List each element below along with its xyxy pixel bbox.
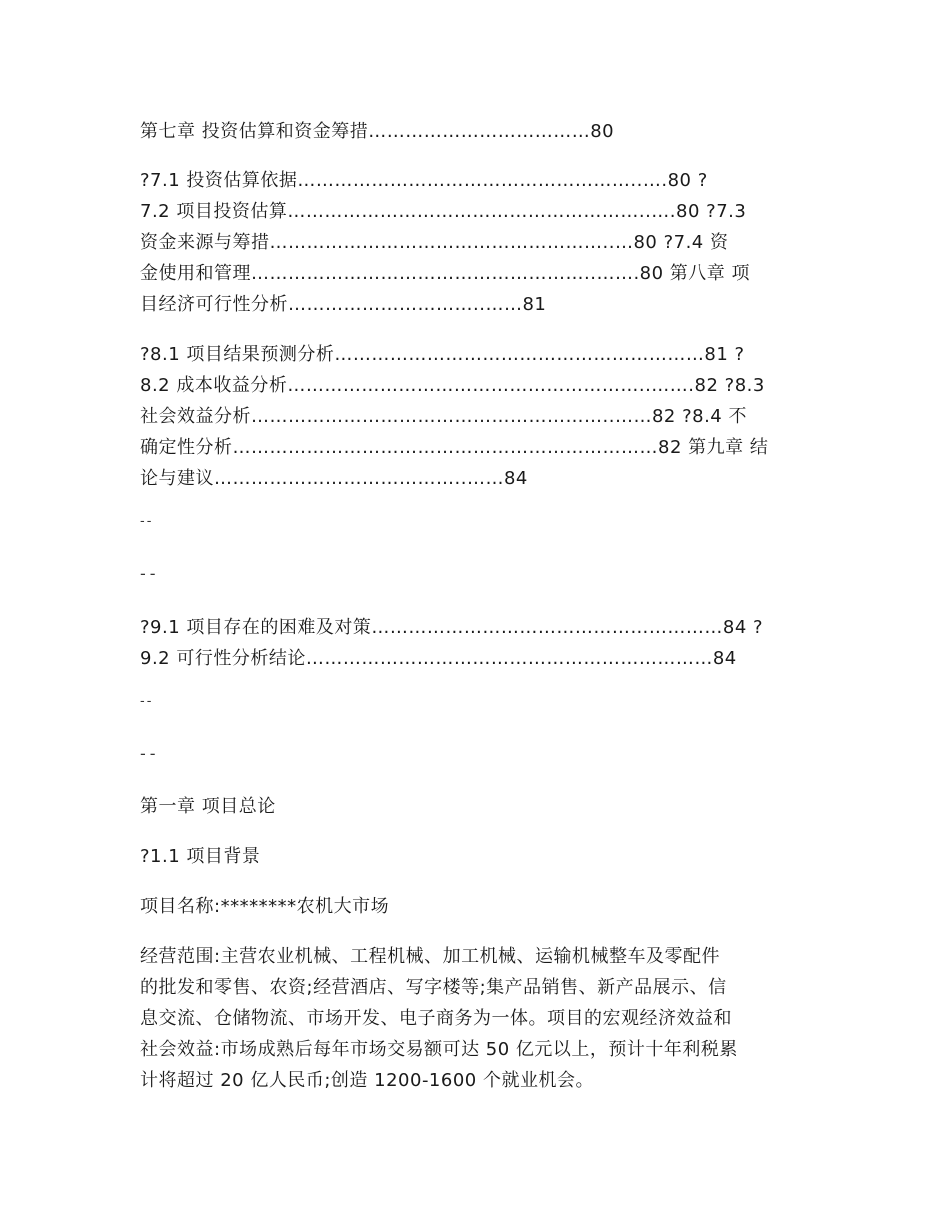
toc-line: 确定性分析……………………………………………………………82 第九章 结 [140, 437, 769, 458]
toc-line: 目经济可行性分析…………………………..……81 [140, 294, 547, 315]
toc-line: 8.2 成本收益分析…………………………………………………..…….82 ?8.3 [140, 375, 765, 396]
paragraph-line: 的批发和零售、农资;经营酒店、写字楼等;集产品销售、新产品展示、信 [140, 977, 727, 998]
toc-line: 9.2 可行性分析结论…………………………………………………………84 [140, 648, 737, 669]
paragraph-line: 计将超过 20 亿人民币;创造 1200-1600 个就业机会。 [140, 1070, 594, 1091]
toc-chapter-7-sections [140, 165, 820, 320]
toc-line: 7.2 项目投资估算…………………………………………………..….80 ?7.3 [140, 201, 747, 222]
chapter-1-heading: 第一章 项目总论 [140, 796, 276, 817]
toc-line: ?9.1 项目存在的困难及对策…………………………………………………84 ? [140, 617, 764, 638]
section-1-1-heading: ?1.1 项目背景 [140, 846, 261, 867]
toc-chapter-9-sections [140, 612, 820, 674]
toc-line: ?8.1 项目结果预测分析……………………………………………………81 ? [140, 344, 745, 365]
project-name: 项目名称:********农机大市场 [140, 896, 390, 917]
page-separator: -- [140, 564, 160, 583]
toc-chapter-7: 第七章 投资估算和资金筹措………………………………80 [140, 121, 615, 142]
toc-line: ?7.1 投资估算依据………………………………………………..….80 ? [140, 170, 708, 191]
toc-line: 资金来源与筹措………………………………………………..…80 ?7.4 资 [140, 232, 729, 253]
toc-line: 金使用和管理………………………………………………..…….80 第八章 项 [140, 263, 751, 284]
paragraph-line: 社会效益:市场成熟后每年市场交易额可达 50 亿元以上，预计十年利税累 [140, 1039, 738, 1060]
toc-line: 论与建议…………………………………..……84 [140, 468, 528, 489]
toc-line: 社会效益分析…………………………………………………..……82 ?8.4 不 [140, 406, 747, 427]
page-separator: -- [140, 744, 160, 763]
paragraph-line: 息交流、仓储物流、市场开发、电子商务为一体。项目的宏观经济效益和 [140, 1008, 732, 1029]
toc-chapter-8-sections [140, 339, 820, 494]
paragraph-line: 经营范围:主营农业机械、工程机械、加工机械、运输机械整车及零配件 [140, 946, 721, 967]
page-separator: -- [140, 514, 154, 529]
page-separator: -- [140, 694, 154, 709]
business-scope-paragraph [140, 941, 820, 1096]
